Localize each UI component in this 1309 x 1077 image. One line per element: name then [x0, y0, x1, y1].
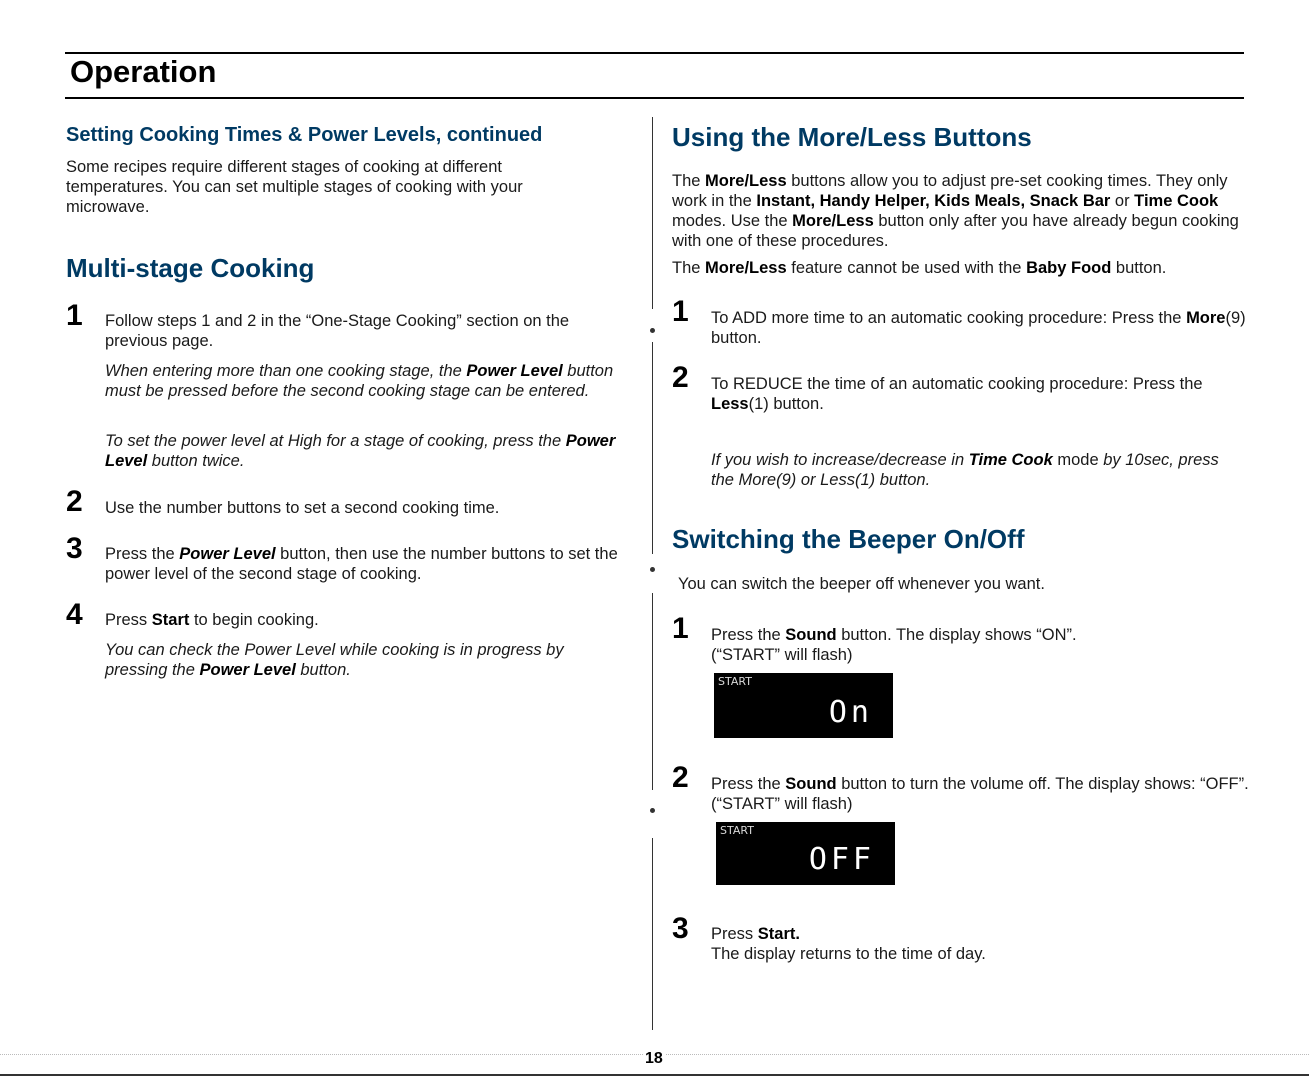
display-on — [714, 673, 893, 738]
ml-time-cook-note: If you wish to increase/decrease in Time Cook mode by 10sec, press the More(9) or Less(1) button. — [711, 451, 1219, 489]
start-indicator: START — [720, 824, 754, 837]
bottom-border — [0, 1074, 1309, 1076]
step-number-2: 2 — [66, 485, 83, 518]
step-number-1: 1 — [66, 299, 83, 332]
step-2-text: Use the number buttons to set a second cooking time. — [105, 499, 500, 517]
beeper-step-number-1: 1 — [672, 612, 689, 645]
page-number: 18 — [645, 1050, 663, 1067]
step-number-4: 4 — [66, 598, 83, 631]
display-off-text: OFF — [808, 842, 875, 877]
header-bottom-rule — [65, 97, 1244, 99]
header-top-rule — [65, 52, 1244, 54]
ml-step-number-2: 2 — [672, 361, 689, 394]
ml-step-1-text: To ADD more time to an automatic cooking procedure: Press the More(9) button. — [711, 309, 1246, 347]
more-less-paragraph-1: The More/Less buttons allow you to adjust pre-set cooking times. They only work in the Instant, Handy Helper, Kids Meals, Snack Bar or Time Cook modes. Use the More/Less button only after you have already begun cooking with one of these procedures. — [672, 172, 1239, 250]
more-less-paragraph-2: The More/Less feature cannot be used with the Baby Food button. — [672, 259, 1167, 277]
divider-dot-2 — [650, 567, 655, 572]
beeper-step-number-2: 2 — [672, 761, 689, 794]
beeper-title: Switching the Beeper On/Off — [672, 524, 1025, 554]
more-less-title: Using the More/Less Buttons — [672, 122, 1032, 152]
column-divider-3 — [652, 593, 653, 790]
beeper-intro: You can switch the beeper off whenever you want. — [678, 575, 1045, 593]
beeper-step-3-text: Press Start. The display returns to the time of day. — [711, 925, 986, 963]
column-divider-1 — [652, 117, 653, 309]
intro-paragraph: Some recipes require different stages of cooking at different temperatures. You can set multiple stages of cooking with your microwave. — [66, 158, 523, 216]
column-divider-2 — [652, 342, 653, 554]
start-indicator: START — [718, 675, 752, 688]
page-title: Operation — [70, 54, 217, 89]
step-number-3: 3 — [66, 532, 83, 565]
beeper-step-number-3: 3 — [672, 912, 689, 945]
divider-dot-1 — [650, 328, 655, 333]
step-1-note-high: To set the power level at High for a stage of cooking, press the Power Level button twice. — [105, 432, 616, 470]
step-4-note: You can check the Power Level while cooking is in progress by pressing the Power Level button. — [105, 641, 564, 679]
step-1-text: Follow steps 1 and 2 in the “One-Stage Cooking” section on the previous page. — [105, 312, 570, 350]
section-title-cooking-times: Setting Cooking Times & Power Levels, continued — [66, 124, 543, 146]
ml-step-2-text: To REDUCE the time of an automatic cooking procedure: Press the Less(1) button. — [711, 375, 1203, 413]
multi-stage-title: Multi-stage Cooking — [66, 253, 315, 283]
step-3-text: Press the Power Level button, then use the number buttons to set the power level of the second stage of cooking. — [105, 545, 618, 583]
step-1-note-power-level: When entering more than one cooking stage, the Power Level button must be pressed before the second cooking stage can be entered. — [105, 362, 614, 400]
display-on-text: On — [828, 695, 873, 730]
column-divider-4 — [652, 838, 653, 1030]
display-off — [716, 822, 895, 885]
step-4-text: Press Start to begin cooking. — [105, 611, 319, 629]
ml-step-number-1: 1 — [672, 295, 689, 328]
beeper-step-1-text: Press the Sound button. The display shows “ON”. (“START” will flash) — [711, 626, 1077, 664]
divider-dot-3 — [650, 808, 655, 813]
beeper-step-2-text: Press the Sound button to turn the volume off. The display shows: “OFF”.(“START” will flash) — [711, 775, 1249, 813]
